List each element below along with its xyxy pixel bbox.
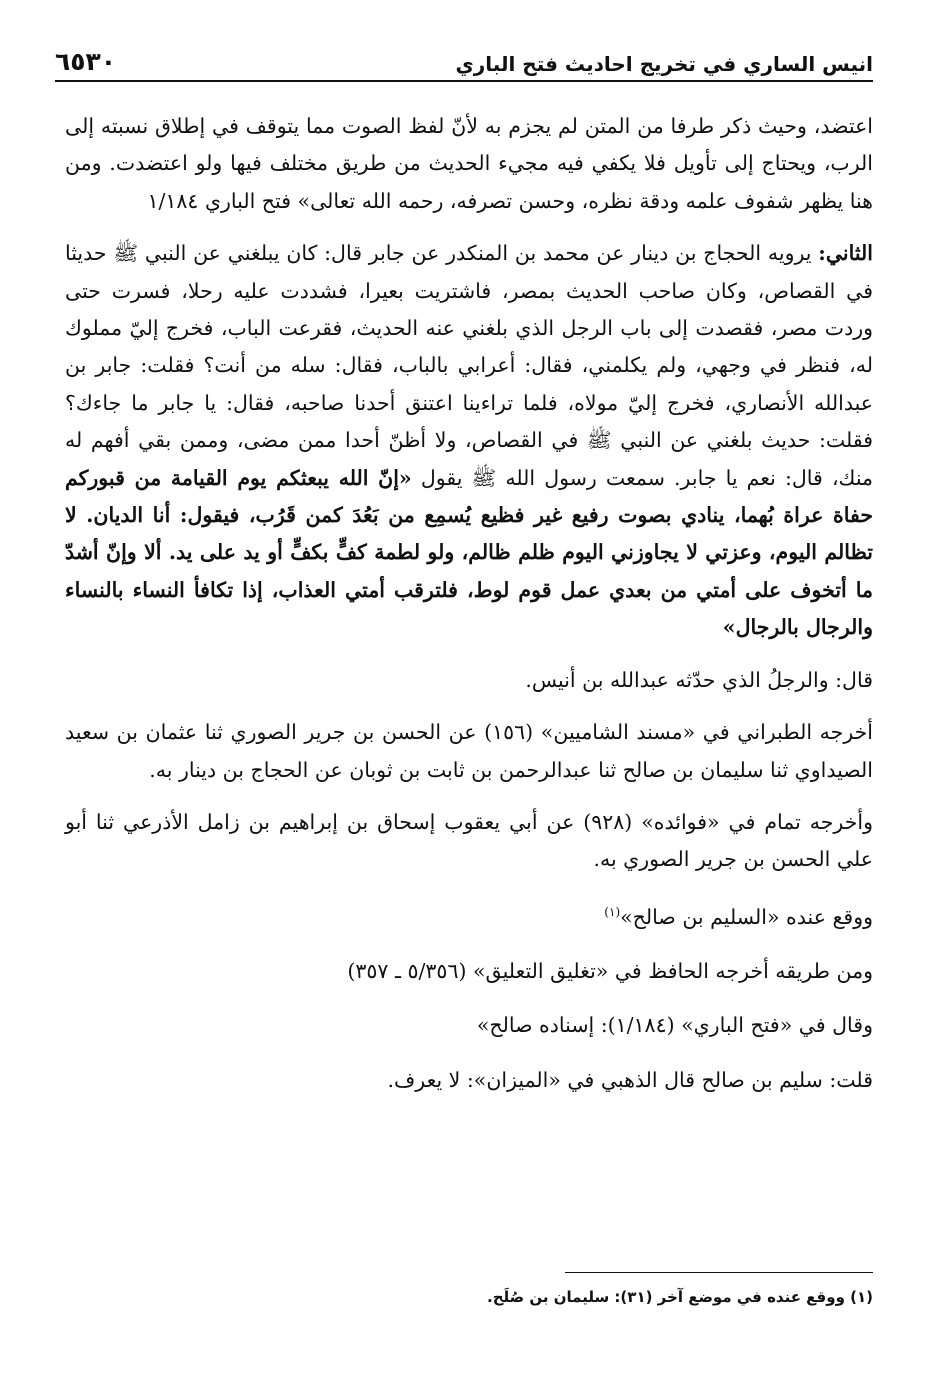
running-title: انيس الساري في تخريج احاديث فتح الباري xyxy=(455,52,873,76)
paragraph-7: ومن طريقه أخرجه الحافظ في «تغليق التعليق» (٥/٣٥٦ ـ ٣٥٧) xyxy=(347,958,873,983)
paragraph-5: وأخرجه تمام في «فوائده» (٩٢٨) عن أبي يعقوب إسحاق بن إبراهيم بن زامل الأذرعي ثنا أبو علي الحسن بن جرير الصوري به. xyxy=(65,809,873,872)
footnote-divider xyxy=(565,1272,873,1273)
paragraph-1: اعتضد، وحيث ذكر طرفا من المتن لم يجزم به لأنّ لفظ الصوت مما يتوقف في إطلاق نسبته إلى الرب، ويحتاج إلى تأويل فلا يكفي فيه مجيء الحديث من طريق مختلف فيها ولو اعتضدت. ومن هنا يظهر شفوف علمه ودقة نظره، وحسن تصرفه، رحمه الله تعالى» فتح الباري ١/١٨٤ xyxy=(65,114,873,213)
paragraph-9: قلت: سليم بن صالح قال الذهبي في «الميزان»: لا يعرف. xyxy=(387,1067,873,1092)
paragraph-label: الثاني: xyxy=(818,241,873,266)
page-body xyxy=(65,108,873,1099)
narration-text: يرويه الحجاج بن دينار عن محمد بن المنكدر عن جابر قال: كان يبلغني عن النبي ﷺ حديثا في القصاص، وكان صاحب الحديث بمصر، فاشتريت بعيرا، فشددت عليه رحلا، فسرت حتى وردت مصر، فقصدت إلى باب الرجل الذي بلغني عنه الحديث، فقرعت الباب، فخرج إليّ مملوك له، فنظر في وجهي، ولم يكلمني، فقال: أعرابي بالباب، فقال: سله من أنت؟ فقلت: جابر بن عبدالله الأنصاري، فخرج إليّ مولاه، فلما تراءينا اعتنق أحدنا صاحبه، فقال: يا جابر ما جاءك؟ فقلت: حديث بلغني عن النبي ﷺ في القصاص، ولا أظنّ أحدا ممن مضى، وممن بقي أفهم له منك، قال: نعم يا جابر. سمعت رسول الله ﷺ يقول xyxy=(65,241,874,490)
page-number: ٦٥٣٠ xyxy=(55,47,117,76)
footnote-reference[interactable]: (١) xyxy=(604,904,621,919)
paragraph-2 xyxy=(65,235,873,646)
paragraph-3: قال: والرجلُ الذي حدّثه عبدالله بن أنيس. xyxy=(525,667,873,692)
page-header xyxy=(55,42,873,82)
paragraph-6 xyxy=(65,894,873,936)
footnote: (١) ووقع عنده في موضع آخر (٣١): سليمان بن صُلَح. xyxy=(487,1288,873,1306)
paragraph-4: أخرجه الطبراني في «مسند الشاميين» (١٥٦) عن الحسن بن جرير الصوري ثنا عثمان بن سعيد الصيداوي ثنا سليمان بن صالح ثنا عبدالرحمن بن ثابت بن ثوبان عن الحجاج بن دينار به. xyxy=(65,720,873,782)
paragraph-8: وقال في «فتح الباري» (١/١٨٤): إسناده صالح» xyxy=(476,1013,873,1038)
hadith-text: «إنّ الله يبعثكم يوم القيامة من قبوركم حفاة عراة بُهما، ينادي بصوت رفيع غير فظيع يُسمِع من بَعُدَ كمن قَرُب، فيقول: أنا الديان. لا تظالم اليوم، وعزتي لا يجاوزني اليوم ظلم ظالم، ولو لطمة كفٍّ بكفٍّ أو يد على يد. ألا وإنّ أشدّ ما أتخوف على أمتي من بعدي عمل قوم لوط، فلترقب أمتي العذاب، إذا تكافأ النساء بالنساء والرجال بالرجال» xyxy=(65,465,873,640)
paragraph-6-text: ووقع عنده «السليم بن صالح» xyxy=(620,904,873,929)
